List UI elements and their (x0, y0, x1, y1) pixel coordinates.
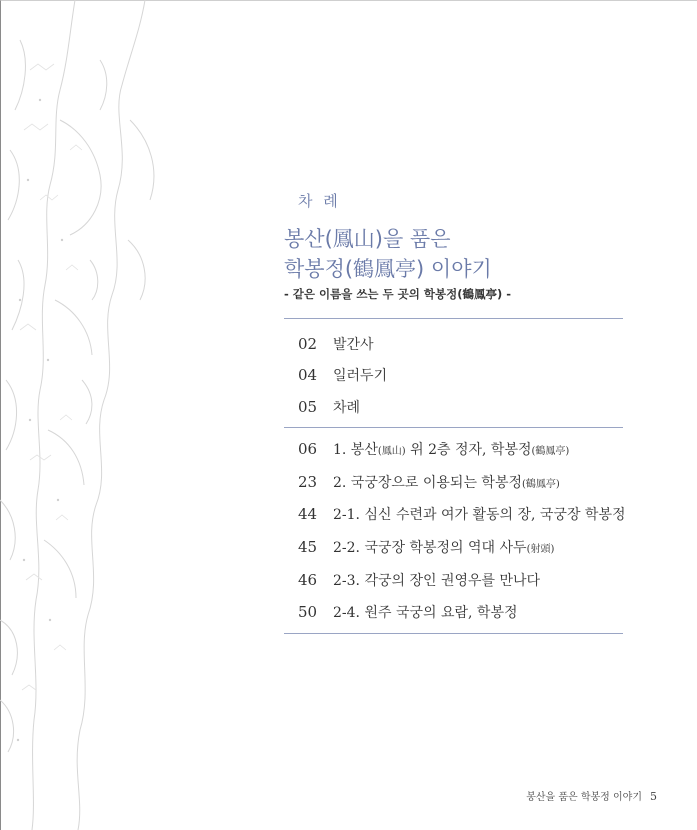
toc-entry-chapter-2-3[interactable] (298, 563, 626, 596)
book-title-line-2: 학봉정(鶴鳳亭) 이야기 (284, 257, 492, 281)
toc-entry-title: 2-2. 국궁장 학봉정의 역대 사두(射頭) (333, 540, 555, 557)
toc-entry-title: 일러두기 (333, 368, 388, 385)
book-title (284, 224, 492, 284)
toc-entry-title: 2-3. 각궁의 장인 권영우를 만나다 (333, 572, 541, 589)
toc-page-number: 23 (298, 472, 318, 491)
toc-label: 차 례 (298, 192, 341, 210)
toc-page-number: 06 (298, 440, 318, 459)
toc-entry-title: 차례 (333, 399, 361, 416)
page-footer (526, 788, 657, 803)
chapter-list (298, 433, 626, 629)
toc-page-number: 02 (298, 334, 318, 353)
toc-entry-title: 2-4. 원주 국궁의 요람, 학봉정 (333, 605, 518, 622)
folio-page-number: 5 (650, 790, 657, 803)
front-matter-list (298, 328, 387, 423)
divider-top (284, 318, 623, 319)
toc-entry-contents[interactable] (298, 391, 387, 423)
toc-entry-title: 2-1. 심신 수련과 여가 활동의 장, 국궁장 학봉정 (333, 507, 626, 524)
toc-page-number: 44 (298, 505, 318, 524)
toc-entry-title: 2. 국궁장으로 이용되는 학봉정(鶴鳳亭) (333, 474, 560, 491)
divider-middle (284, 427, 623, 428)
toc-entry-title: 1. 봉산(鳳山) 위 2층 정자, 학봉정(鶴鳳亭) (333, 442, 570, 459)
toc-entry-title: 발간사 (333, 336, 374, 353)
toc-page-number: 04 (298, 366, 318, 385)
toc-page-number: 45 (298, 538, 318, 557)
toc-entry-chapter-1[interactable] (298, 433, 626, 466)
toc-entry-chapter-2-1[interactable] (298, 498, 626, 531)
toc-entry-notes[interactable] (298, 360, 387, 392)
toc-entry-chapter-2[interactable] (298, 466, 626, 499)
divider-bottom (284, 633, 623, 634)
toc-entry-chapter-2-2[interactable] (298, 531, 626, 564)
book-title-line-1: 봉산(鳳山)을 품은 (284, 227, 451, 251)
toc-page-number: 46 (298, 570, 318, 589)
toc-page-number: 50 (298, 603, 318, 622)
running-title: 봉산을 품은 학봉정 이야기 (526, 792, 642, 803)
toc-page-number: 05 (298, 397, 318, 416)
toc-entry-preface[interactable] (298, 328, 387, 360)
toc-entry-chapter-2-4[interactable] (298, 596, 626, 629)
map-illustration (0, 0, 300, 830)
book-subtitle: - 같은 이름을 쓰는 두 곳의 학봉정(鶴鳳亭) - (284, 287, 511, 301)
